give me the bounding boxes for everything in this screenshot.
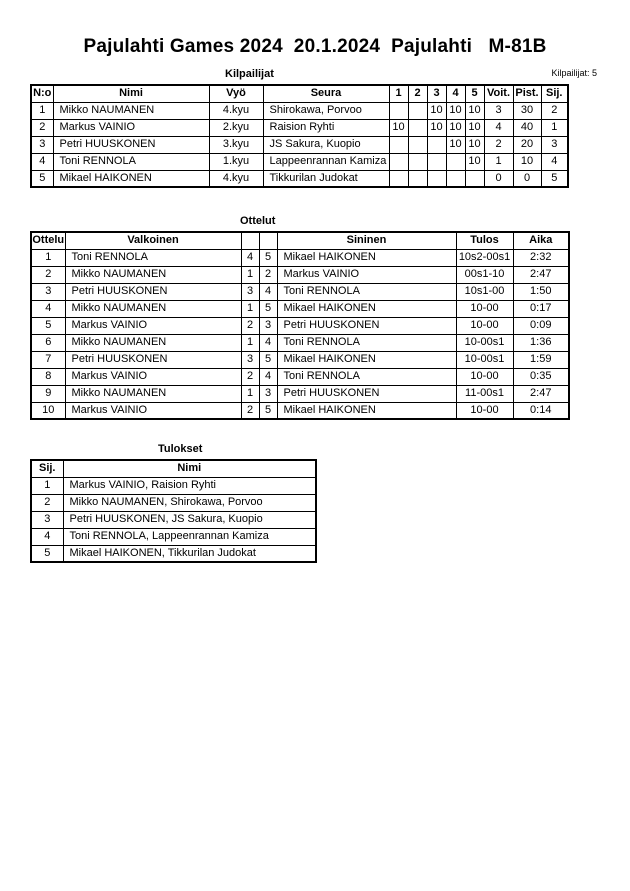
table-cell: 0:09 (513, 317, 569, 334)
table-cell: 10 (465, 119, 484, 136)
table-cell: 10 (427, 102, 446, 119)
table-cell: 10-00s1 (456, 351, 513, 368)
table-row (31, 170, 568, 187)
table-cell: 3.kyu (209, 136, 263, 153)
table-cell: Mikko NAUMANEN (65, 385, 241, 402)
table-cell: 4 (541, 153, 568, 170)
table-cell: 3 (484, 102, 513, 119)
table-cell: 5 (259, 300, 277, 317)
section-title-tulokset: Tulokset (158, 443, 203, 455)
column-header: Sininen (277, 232, 456, 249)
table-cell: 2 (241, 402, 259, 419)
table-cell: Mikael HAIKONEN (277, 300, 456, 317)
table-cell: 1 (241, 385, 259, 402)
column-header: Ottelu (31, 232, 65, 249)
table-cell: Mikko NAUMANEN, Shirokawa, Porvoo (63, 494, 316, 511)
table-cell: 1 (241, 300, 259, 317)
table-cell: 10 (389, 119, 408, 136)
column-header (259, 232, 277, 249)
table-cell: 11-00s1 (456, 385, 513, 402)
table-row (31, 317, 569, 334)
table-row (31, 249, 569, 266)
table-cell: Markus VAINIO (65, 317, 241, 334)
matches-body (31, 249, 569, 419)
table-cell (427, 136, 446, 153)
table-cell: Raision Ryhti (263, 119, 389, 136)
table-cell (408, 136, 427, 153)
table-row (31, 266, 569, 283)
table-cell: 1 (484, 153, 513, 170)
table-row (31, 153, 568, 170)
table-cell: 3 (31, 136, 53, 153)
column-header: Vyö (209, 85, 263, 102)
table-cell: 7 (31, 351, 65, 368)
column-header: Pist. (513, 85, 541, 102)
table-cell: 5 (31, 545, 63, 562)
table-cell: 4 (259, 368, 277, 385)
table-cell: 2:47 (513, 385, 569, 402)
table-cell: 10 (427, 119, 446, 136)
table-cell (446, 153, 465, 170)
table-cell: 2.kyu (209, 119, 263, 136)
table-cell: 3 (31, 511, 63, 528)
table-cell: 1 (241, 266, 259, 283)
table-cell: 10-00 (456, 317, 513, 334)
table-cell: 1 (31, 102, 53, 119)
table-cell: 4 (259, 283, 277, 300)
table-cell: 10 (446, 136, 465, 153)
table-row (31, 300, 569, 317)
table-cell: Petri HUUSKONEN (53, 136, 209, 153)
table-cell: 10-00 (456, 368, 513, 385)
column-header: Sij. (31, 460, 63, 477)
table-cell (408, 119, 427, 136)
table-cell: 10 (465, 153, 484, 170)
table-cell: 20 (513, 136, 541, 153)
table-cell: Mikael HAIKONEN (277, 402, 456, 419)
table-cell: 0 (484, 170, 513, 187)
column-header (241, 232, 259, 249)
table-cell: 00s1-10 (456, 266, 513, 283)
table-cell: Lappeenrannan Kamiza (263, 153, 389, 170)
table-cell: Shirokawa, Porvoo (263, 102, 389, 119)
table-cell: Petri HUUSKONEN (65, 351, 241, 368)
table-row (31, 334, 569, 351)
table-cell: 3 (541, 136, 568, 153)
results-header-row (31, 460, 316, 477)
section-title-ottelut: Ottelut (240, 215, 276, 227)
column-header: Valkoinen (65, 232, 241, 249)
section-title-kilpailijat: Kilpailijat (225, 68, 274, 80)
table-cell: Mikko NAUMANEN (53, 102, 209, 119)
column-header: 4 (446, 85, 465, 102)
table-cell: 5 (259, 402, 277, 419)
table-cell: Mikael HAIKONEN, Tikkurilan Judokat (63, 545, 316, 562)
table-cell: 10s2-00s1 (456, 249, 513, 266)
table-cell: 3 (241, 351, 259, 368)
table-cell: 3 (259, 317, 277, 334)
table-cell: 1:59 (513, 351, 569, 368)
table-cell (465, 170, 484, 187)
table-row (31, 119, 568, 136)
column-header: Sij. (541, 85, 568, 102)
column-header: N:o (31, 85, 53, 102)
table-row (31, 494, 316, 511)
results-body (31, 477, 316, 562)
table-cell (389, 170, 408, 187)
table-cell: Toni RENNOLA (65, 249, 241, 266)
table-cell: 5 (31, 317, 65, 334)
table-cell: 3 (259, 385, 277, 402)
table-cell (389, 102, 408, 119)
table-cell: 0:35 (513, 368, 569, 385)
table-cell: Mikael HAIKONEN (277, 249, 456, 266)
table-cell: Tikkurilan Judokat (263, 170, 389, 187)
table-cell: Petri HUUSKONEN (65, 283, 241, 300)
table-cell: Toni RENNOLA (277, 283, 456, 300)
table-cell: 4 (31, 153, 53, 170)
table-cell: 10-00 (456, 300, 513, 317)
table-cell: 5 (541, 170, 568, 187)
table-cell: 1.kyu (209, 153, 263, 170)
table-cell: 40 (513, 119, 541, 136)
competitors-body (31, 102, 568, 187)
table-cell: 2 (241, 368, 259, 385)
table-cell: 2:32 (513, 249, 569, 266)
table-row (31, 528, 316, 545)
table-cell: Markus VAINIO, Raision Ryhti (63, 477, 316, 494)
table-cell: 5 (31, 170, 53, 187)
table-cell: 3 (31, 283, 65, 300)
results-table (30, 459, 317, 563)
table-row (31, 351, 569, 368)
table-cell: 2 (31, 119, 53, 136)
table-cell: Toni RENNOLA (277, 368, 456, 385)
table-cell (389, 153, 408, 170)
table-row (31, 283, 569, 300)
table-cell: 0:14 (513, 402, 569, 419)
competitors-count: Kilpailijat: 5 (551, 68, 597, 78)
competitors-header-row (31, 85, 568, 102)
table-cell: Petri HUUSKONEN (277, 317, 456, 334)
table-cell: Markus VAINIO (65, 368, 241, 385)
table-cell: 1 (541, 119, 568, 136)
column-header: Tulos (456, 232, 513, 249)
table-cell: JS Sakura, Kuopio (263, 136, 389, 153)
table-cell: 10 (465, 102, 484, 119)
column-header: 3 (427, 85, 446, 102)
table-cell: Toni RENNOLA (277, 334, 456, 351)
table-cell: Mikael HAIKONEN (277, 351, 456, 368)
table-cell (427, 170, 446, 187)
column-header: Nimi (53, 85, 209, 102)
table-cell: 4 (31, 300, 65, 317)
column-header: Nimi (63, 460, 316, 477)
table-cell: 8 (31, 368, 65, 385)
table-cell (389, 136, 408, 153)
table-row (31, 385, 569, 402)
table-cell: 2 (484, 136, 513, 153)
table-cell: 4.kyu (209, 102, 263, 119)
table-cell: 2 (31, 266, 65, 283)
table-cell: 2 (241, 317, 259, 334)
column-header: 5 (465, 85, 484, 102)
table-cell: 10 (446, 119, 465, 136)
table-row (31, 477, 316, 494)
matches-table (30, 231, 570, 420)
table-cell: Petri HUUSKONEN (277, 385, 456, 402)
table-cell: 1 (31, 249, 65, 266)
table-cell: 4 (259, 334, 277, 351)
table-row (31, 102, 568, 119)
table-cell: 4 (31, 528, 63, 545)
table-cell: 2 (259, 266, 277, 283)
table-cell: 10 (465, 136, 484, 153)
table-cell: 4 (484, 119, 513, 136)
table-cell (408, 102, 427, 119)
table-cell: Mikael HAIKONEN (53, 170, 209, 187)
table-cell: Markus VAINIO (65, 402, 241, 419)
table-cell: 10 (446, 102, 465, 119)
table-cell: 1:36 (513, 334, 569, 351)
table-cell: Mikko NAUMANEN (65, 266, 241, 283)
table-row (31, 402, 569, 419)
table-cell (446, 170, 465, 187)
table-row (31, 136, 568, 153)
page-title: Pajulahti Games 2024 20.1.2024 Pajulahti M-81B (83, 36, 547, 57)
table-cell: 4.kyu (209, 170, 263, 187)
table-cell (408, 170, 427, 187)
column-header: 2 (408, 85, 427, 102)
table-cell: 0:17 (513, 300, 569, 317)
column-header: Seura (263, 85, 389, 102)
table-row (31, 545, 316, 562)
table-cell: 9 (31, 385, 65, 402)
table-cell: 6 (31, 334, 65, 351)
table-cell: 30 (513, 102, 541, 119)
table-cell: 5 (259, 351, 277, 368)
column-header: Aika (513, 232, 569, 249)
table-cell: Mikko NAUMANEN (65, 300, 241, 317)
table-cell: 0 (513, 170, 541, 187)
table-cell: Mikko NAUMANEN (65, 334, 241, 351)
table-cell: 10-00 (456, 402, 513, 419)
table-cell: 2 (31, 494, 63, 511)
table-cell: 10 (513, 153, 541, 170)
table-row (31, 511, 316, 528)
column-header: 1 (389, 85, 408, 102)
table-cell: 3 (241, 283, 259, 300)
table-cell: Markus VAINIO (53, 119, 209, 136)
table-cell: 1 (31, 477, 63, 494)
table-cell: 1:50 (513, 283, 569, 300)
column-header: Voit. (484, 85, 513, 102)
table-cell: 1 (241, 334, 259, 351)
table-cell: Markus VAINIO (277, 266, 456, 283)
competitors-table (30, 84, 569, 188)
table-cell: 10 (31, 402, 65, 419)
table-cell (408, 153, 427, 170)
table-cell: 5 (259, 249, 277, 266)
table-cell: Toni RENNOLA (53, 153, 209, 170)
table-cell: 2 (541, 102, 568, 119)
table-cell: Toni RENNOLA, Lappeenrannan Kamiza (63, 528, 316, 545)
matches-header-row (31, 232, 569, 249)
table-cell (427, 153, 446, 170)
table-cell: Petri HUUSKONEN, JS Sakura, Kuopio (63, 511, 316, 528)
table-cell: 2:47 (513, 266, 569, 283)
table-cell: 10-00s1 (456, 334, 513, 351)
table-cell: 10s1-00 (456, 283, 513, 300)
table-row (31, 368, 569, 385)
table-cell: 4 (241, 249, 259, 266)
